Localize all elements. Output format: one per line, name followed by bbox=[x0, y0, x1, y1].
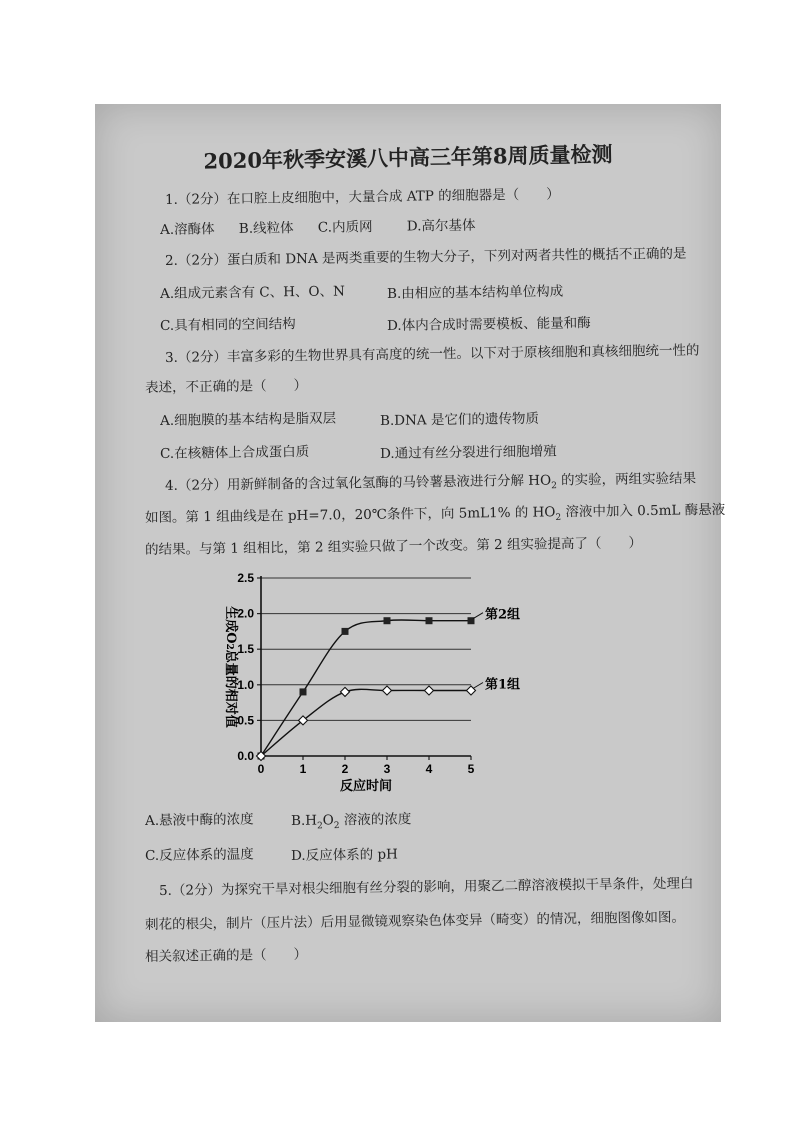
x-tick-label: 2 bbox=[341, 762, 349, 776]
x-tick-label: 5 bbox=[467, 762, 475, 776]
q4-option-b-post: 溶液的浓度 bbox=[339, 811, 412, 829]
y-tick-label: 2.0 bbox=[237, 606, 254, 621]
q2-option-a: A.组成元素含有 C、H、O、N bbox=[159, 283, 345, 302]
q1-stem: 1.（2分）在口腔上皮细胞中，大量合成 ATP 的细胞器是（ ） bbox=[164, 186, 560, 208]
q2-option-b: B.由相应的基本结构单位构成 bbox=[386, 283, 564, 302]
q4-option-b bbox=[291, 807, 412, 831]
y-tick-label: 0.5 bbox=[237, 713, 254, 728]
q4-stem-line3: 的结果。与第 1 组相比，第 2 组实验只做了一个改变。第 2 组实验提高了（ ） bbox=[144, 535, 643, 558]
q4-stem-line2-b: O bbox=[544, 504, 556, 521]
square-marker bbox=[342, 628, 349, 635]
y-tick-label: 0.0 bbox=[237, 749, 254, 763]
q3-option-b: B.DNA 是它们的遗传物质 bbox=[379, 410, 540, 429]
q4-stem-line1-c: 的实验，两组实验结果 bbox=[556, 470, 697, 489]
subscript-2: 2 bbox=[555, 512, 562, 523]
q4-stem-line1-b: O bbox=[539, 472, 552, 489]
x-axis-label: 反应时间 bbox=[339, 779, 393, 794]
y-tick-label: 2.5 bbox=[237, 571, 254, 585]
q1-option-d: D.高尔基体 bbox=[406, 217, 476, 235]
q4-stem-line2 bbox=[145, 498, 726, 529]
subscript-2: 2 bbox=[551, 481, 557, 492]
y-tick-label: 1.0 bbox=[237, 677, 254, 692]
q1-options bbox=[160, 214, 476, 238]
q4-option-c: C.反应体系的温度 bbox=[144, 846, 254, 864]
x-tick-label: 0 bbox=[257, 762, 265, 776]
exam-paper bbox=[95, 104, 726, 1022]
q5-stem-line3: 相关叙述正确的是（ ） bbox=[144, 946, 308, 965]
q4-stem-line2-a: 如图。第 1 组曲线是在 pH=7.0，20℃条件下，向 5mL1% 的 H bbox=[144, 504, 545, 526]
square-marker bbox=[384, 617, 391, 624]
q4-option-b-mid: O bbox=[322, 812, 334, 829]
series-label-2: 第1组 bbox=[485, 677, 521, 693]
diamond-marker bbox=[425, 686, 434, 695]
q4-stem-line2-c: 溶液中加入 0.5mL 酶悬液 bbox=[561, 501, 726, 521]
series-line-2 bbox=[261, 689, 471, 756]
q2-stem: 2.（2分）蛋白质和 DNA 是两类重要的生物大分子，下列对两者共性的概括不正确的是 bbox=[164, 245, 687, 269]
q3-option-a: A.细胞膜的基本结构是脂双层 bbox=[159, 410, 337, 429]
q3-option-c: C.在核糖体上合成蛋白质 bbox=[159, 443, 310, 462]
square-marker bbox=[426, 617, 433, 624]
q1-option-a: A.溶酶体 bbox=[159, 221, 215, 238]
x-tick-label: 3 bbox=[383, 762, 391, 776]
q2-option-d: D.体内合成时需要模板、能量和酶 bbox=[386, 315, 591, 334]
q3-stem-line2: 表述，不正确的是（ ） bbox=[144, 377, 308, 396]
q5-stem-line2: 刺花的根尖，制片（压片法）后用显微镜观察染色体变异（畸变）的情况，细胞图像如图。 bbox=[144, 909, 686, 933]
q3-stem-line1: 3.（2分）丰富多彩的生物世界具有高度的统一性。以下对于原核细胞和真核细胞统一性的 bbox=[164, 342, 700, 366]
q2-option-c: C.具有相同的空间结构 bbox=[159, 316, 296, 334]
q4-stem-line1-a: 4.（2分）用新鲜制备的含过氧化氢酶的马铃薯悬液进行分解 H bbox=[164, 472, 541, 494]
legend-leader bbox=[473, 682, 483, 688]
q4-option-d: D.反应体系的 pH bbox=[290, 846, 398, 864]
diamond-marker bbox=[383, 686, 392, 695]
chart-series bbox=[257, 613, 484, 761]
x-tick-label: 1 bbox=[299, 762, 307, 776]
q1-option-c: C.内质网 bbox=[317, 219, 373, 236]
y-axis-label-sub: 2 bbox=[224, 643, 234, 650]
legend-leader bbox=[473, 613, 483, 619]
subscript-2: 2 bbox=[333, 821, 340, 832]
page-title: 2020年秋季安溪八中高三年第8周质量检测 bbox=[203, 141, 613, 174]
x-tick-label: 4 bbox=[425, 762, 433, 776]
q4-option-b-pre: B.H bbox=[290, 812, 318, 829]
q3-option-d: D.通过有丝分裂进行细胞增殖 bbox=[379, 443, 557, 462]
series-label-1: 第2组 bbox=[485, 607, 521, 623]
q4-stem-line1 bbox=[165, 467, 696, 497]
diamond-marker bbox=[341, 687, 350, 696]
q4-option-a: A.悬液中酶的浓度 bbox=[144, 811, 254, 829]
series-line-1 bbox=[261, 620, 471, 756]
y-tick-label: 1.5 bbox=[237, 642, 254, 657]
y-axis-label-pre: 生成O bbox=[223, 606, 238, 644]
subscript-2: 2 bbox=[317, 821, 323, 832]
square-marker bbox=[300, 688, 307, 695]
chart-grid bbox=[261, 578, 471, 720]
oxygen-chart bbox=[213, 562, 521, 794]
q1-option-b: B.线粒体 bbox=[238, 220, 294, 237]
chart-labels bbox=[223, 571, 520, 794]
y-axis-label-post: 总量的相对值 bbox=[223, 649, 238, 728]
y-axis-label bbox=[223, 606, 239, 728]
q5-stem-line1: 5.（2分）为探究干旱对根尖细胞有丝分裂的影响，用聚乙二醇溶液模拟干旱条件，处理白 bbox=[158, 875, 694, 899]
